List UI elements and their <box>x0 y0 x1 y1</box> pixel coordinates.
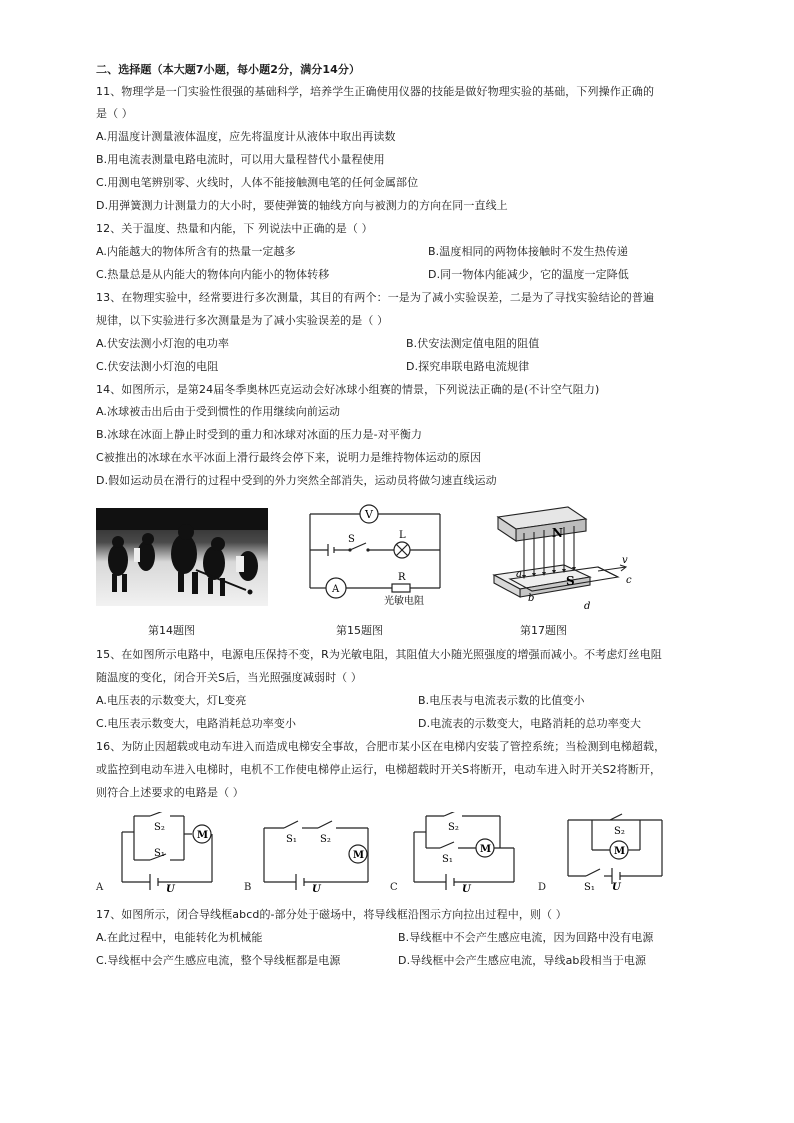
q12-option-d: D.同一物体内能减少，它的温度一定降低 <box>428 268 629 281</box>
fig17-velocity-label: v <box>622 555 628 566</box>
q11-stem-line1: 11、物理学是一门实验性很强的基础科学，培养学生正确使用仪器的技能是做好物理实验的基础，下列操作正确的 <box>96 85 655 98</box>
fig15-lamp-label: L <box>399 530 406 541</box>
q11-stem-line2: 是（ ） <box>96 107 133 120</box>
q12-stem: 12、关于温度、热量和内能，下 列说法中正确的是（ ） <box>96 222 373 235</box>
q11-option-b: B.用电流表测量电路电流时，可以用大量程替代小量程使用 <box>96 153 385 166</box>
q16-stem-line1: 16、为防止因超载或电动车进入而造成电梯安全事故，合肥市某小区在电梯内安装了管控系统；当检测到电梯超载， <box>96 740 666 753</box>
q16-stem-line2: 或监控到电动车进入电梯时，电机不工作使电梯停止运行，电梯超载时开关S将断开，电动车进入时开关S2将断开， <box>96 763 662 776</box>
fig17-label-c: c <box>626 575 632 586</box>
q13-option-d: D.探究串联电路电流规律 <box>406 360 530 373</box>
q17-option-b: B.导线框中不会产生感应电流，因为回路中没有电源 <box>398 931 654 944</box>
figure-15-circuit <box>302 500 452 613</box>
fig17-label-b: b <box>528 593 535 604</box>
q16-circuit-d <box>562 812 674 895</box>
q16-circuit-c <box>404 812 524 895</box>
caption-fig17: 第17题图 <box>520 624 567 637</box>
q15-stem-line2: 随温度的变化，闭合开关S后，当光照强度减弱时（ ） <box>96 671 362 684</box>
q13-option-b: B.伏安法测定值电阻的阻值 <box>406 337 540 350</box>
q17-stem: 17、如图所示，闭合导线框abcd的-部分处于磁场中，将导线框沿图示方向拉出过程中，则（ ） <box>96 908 567 921</box>
q15-option-a: A.电压表的示数变大，灯L变亮 <box>96 694 247 707</box>
q16a-u-label: U <box>166 884 175 892</box>
q16c-s2-label: S₂ <box>448 822 459 833</box>
q16c-s1-label: S₁ <box>442 854 453 865</box>
q14-option-a: A.冰球被击出后由于受到惯性的作用继续向前运动 <box>96 405 341 418</box>
q16a-motor-label: M <box>197 830 209 841</box>
fig15-resistor-label: R <box>398 572 406 583</box>
fig17-south-label: S <box>566 574 575 588</box>
q16d-motor-label: M <box>614 846 626 857</box>
fig17-label-d: d <box>584 601 591 612</box>
fig15-voltmeter-label: V <box>365 508 373 521</box>
fig15-ldr-label: 光敏电阻 <box>384 596 424 607</box>
caption-fig15: 第15题图 <box>336 624 383 637</box>
figure-17-magnet <box>486 505 636 618</box>
q13-option-c: C.伏安法测小灯泡的电阻 <box>96 360 219 373</box>
q16d-s1-label: S₁ <box>584 882 595 892</box>
q11-option-a: A.用温度计测量液体温度，应先将温度计从液体中取出再读数 <box>96 130 396 143</box>
q15-option-c: C.电压表示数变大，电路消耗总功率变小 <box>96 717 297 730</box>
q16d-s2-label: S₂ <box>614 826 625 837</box>
fig15-switch-label: S <box>348 534 355 545</box>
q16-option-b-label: B <box>244 882 252 893</box>
q16-stem-line3: 则符合上述要求的电路是（ ） <box>96 786 244 799</box>
caption-fig14: 第14题图 <box>148 624 195 637</box>
q14-option-b: B.冰球在冰面上静止时受到的重力和冰球对冰面的压力是-对平衡力 <box>96 428 423 441</box>
q15-option-b: B.电压表与电流表示数的比值变小 <box>418 694 585 707</box>
q16c-motor-label: M <box>480 844 492 855</box>
q17-option-c: C.导线框中会产生感应电流，整个导线框都是电源 <box>96 954 341 967</box>
section-title: 二、选择题（本大题7小题，每小题2分，满分14分） <box>96 63 361 76</box>
q16b-s2-label: S₂ <box>320 834 331 845</box>
q16b-u-label: U <box>312 884 321 892</box>
figure-14-hockey-photo <box>96 508 268 609</box>
q11-option-c: C.用测电笔辨别零、火线时，人体不能接触测电笔的任何金属部位 <box>96 176 419 189</box>
fig17-north-label: N <box>552 526 563 540</box>
q16-circuit-a <box>112 812 222 895</box>
fig15-ammeter-label: A <box>332 584 340 595</box>
q16a-s1-label: S₁ <box>154 848 165 859</box>
q13-stem-line2: 规律，以下实验进行多次测量是为了减小实验误差的是（ ） <box>96 314 389 327</box>
q16c-u-label: U <box>462 884 471 892</box>
q17-option-a: A.在此过程中，电能转化为机械能 <box>96 931 263 944</box>
q16b-motor-label: M <box>353 850 365 861</box>
q15-stem-line1: 15、在如图所示电路中，电源电压保持不变，R为光敏电阻，其阻值大小随光照强度的增强而减小。不考虑灯丝电阻 <box>96 648 662 661</box>
q14-stem: 14、如图所示，是第24届冬季奥林匹克运动会好冰球小组赛的情景，下列说法正确的是(不计空气阻力) <box>96 383 600 396</box>
q12-option-a: A.内能越大的物体所含有的热量一定越多 <box>96 245 296 258</box>
q13-option-a: A.伏安法测小灯泡的电功率 <box>96 337 230 350</box>
q17-option-d: D.导线框中会产生感应电流，导线ab段相当于电源 <box>398 954 647 967</box>
q13-stem-line1: 13、在物理实验中，经常要进行多次测量，其目的有两个：一是为了减小实验误差，二是为了寻找实验结论的普遍 <box>96 291 655 304</box>
q12-option-c: C.热量总是从内能大的物体向内能小的物体转移 <box>96 268 330 281</box>
fig17-label-a: a <box>516 569 522 580</box>
q15-option-d: D.电流表的示数变大，电路消耗的总功率变大 <box>418 717 642 730</box>
q16-option-a-label: A <box>96 882 104 893</box>
q16a-s2-label: S₂ <box>154 822 165 833</box>
q16b-s1-label: S₁ <box>286 834 297 845</box>
q11-option-d: D.用弹簧测力计测量力的大小时，要使弹簧的轴线方向与被测力的方向在同一直线上 <box>96 199 508 212</box>
q16-circuit-b <box>258 818 376 895</box>
q14-option-d: D.假如运动员在滑行的过程中受到的外力突然全部消失，运动员将做匀速直线运动 <box>96 474 497 487</box>
q16-option-d-label: D <box>538 882 547 893</box>
q16-option-c-label: C <box>390 882 398 893</box>
q14-option-c: C被推出的冰球在水平冰面上滑行最终会停下来，说明力是维持物体运动的原因 <box>96 451 482 464</box>
q16d-u-label: U <box>612 882 621 892</box>
q12-option-b: B.温度相同的两物体接触时不发生热传递 <box>428 245 628 258</box>
